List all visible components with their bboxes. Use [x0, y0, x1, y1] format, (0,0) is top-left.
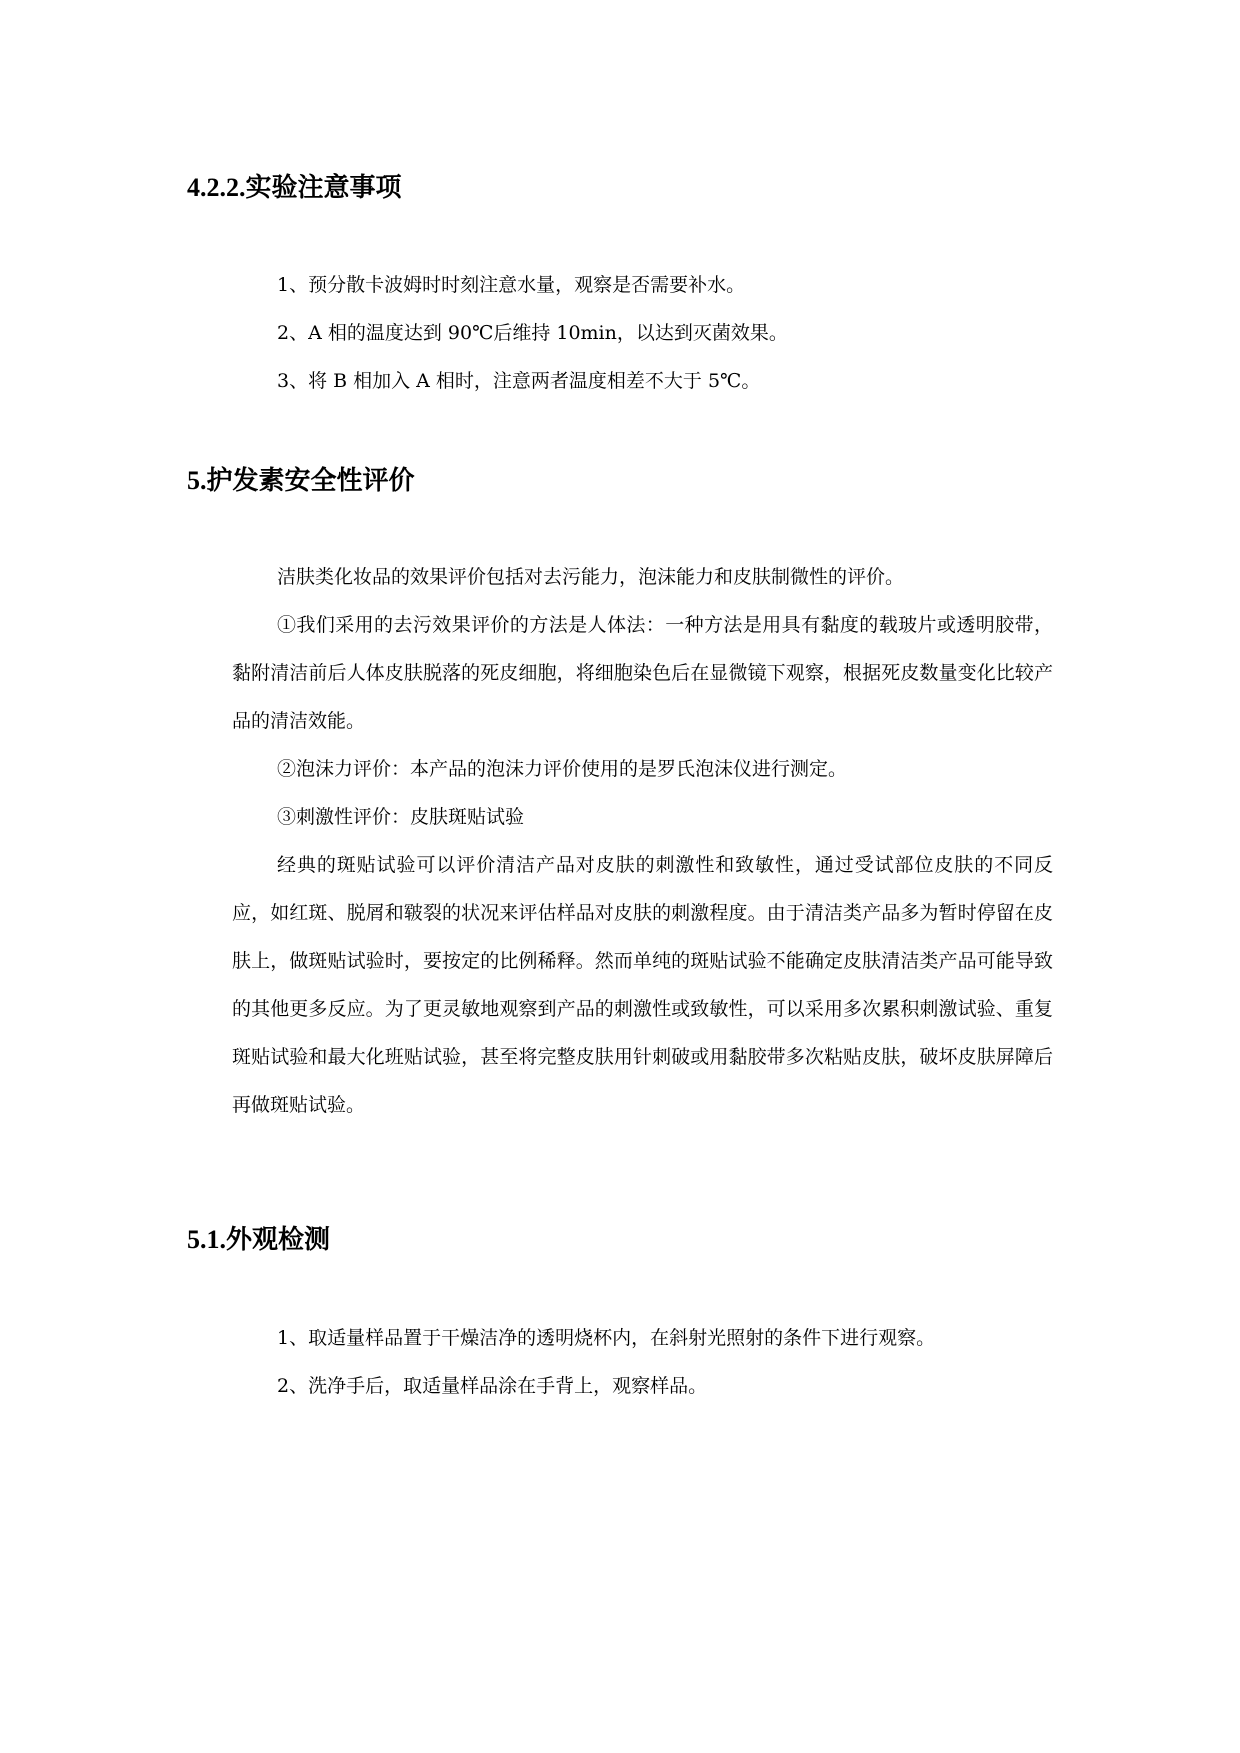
- list-item: 2、A 相的温度达到 90℃后维持 10min，以达到灭菌效果。: [277, 322, 788, 344]
- paragraph: ①我们采用的去污效果评价的方法是人体法：一种方法是用具有黏度的载玻片或透明胶带，黏附清洁前后人体皮肤脱落的死皮细胞，将细胞染色后在显微镜下观察，根据死皮数量变化比较产品的清洁效能。: [232, 614, 1053, 732]
- section-heading-4-2-2: 4.2.2.实验注意事项: [187, 173, 402, 202]
- section-heading-5: 5.护发素安全性评价: [187, 466, 415, 495]
- list-item: 2、洗净手后，取适量样品涂在手背上，观察样品。: [277, 1375, 708, 1397]
- list-item: 1、取适量样品置于干燥洁净的透明烧杯内，在斜射光照射的条件下进行观察。: [277, 1327, 936, 1349]
- list-item: 1、预分散卡波姆时时刻注意水量，观察是否需要补水。: [277, 274, 746, 296]
- paragraph: 洁肤类化妆品的效果评价包括对去污能力，泡沫能力和皮肤制微性的评价。: [277, 566, 905, 588]
- list-item: 3、将 B 相加入 A 相时，注意两者温度相差不大于 5℃。: [277, 370, 761, 392]
- paragraph: ③刺激性评价：皮肤斑贴试验: [277, 806, 525, 828]
- section-heading-5-1: 5.1.外观检测: [187, 1225, 331, 1254]
- paragraph: 经典的斑贴试验可以评价清洁产品对皮肤的刺激性和致敏性，通过受试部位皮肤的不同反应，如红斑、脱屑和皲裂的状况来评估样品对皮肤的刺激程度。由于清洁类产品多为暂时停留在皮肤上，做斑贴试验时，要按定的比例稀释。然而单纯的斑贴试验不能确定皮肤清洁类产品可能导致的其他更多反应。为了更灵敏地观察到产品的刺激性或致敏性，可以采用多次累积刺激试验、重复斑贴试验和最大化班贴试验，甚至将完整皮肤用针刺破或用黏胶带多次粘贴皮肤，破坏皮肤屏障后再做斑贴试验。: [232, 854, 1053, 1116]
- paragraph: ②泡沫力评价：本产品的泡沫力评价使用的是罗氏泡沫仪进行测定。: [277, 758, 848, 780]
